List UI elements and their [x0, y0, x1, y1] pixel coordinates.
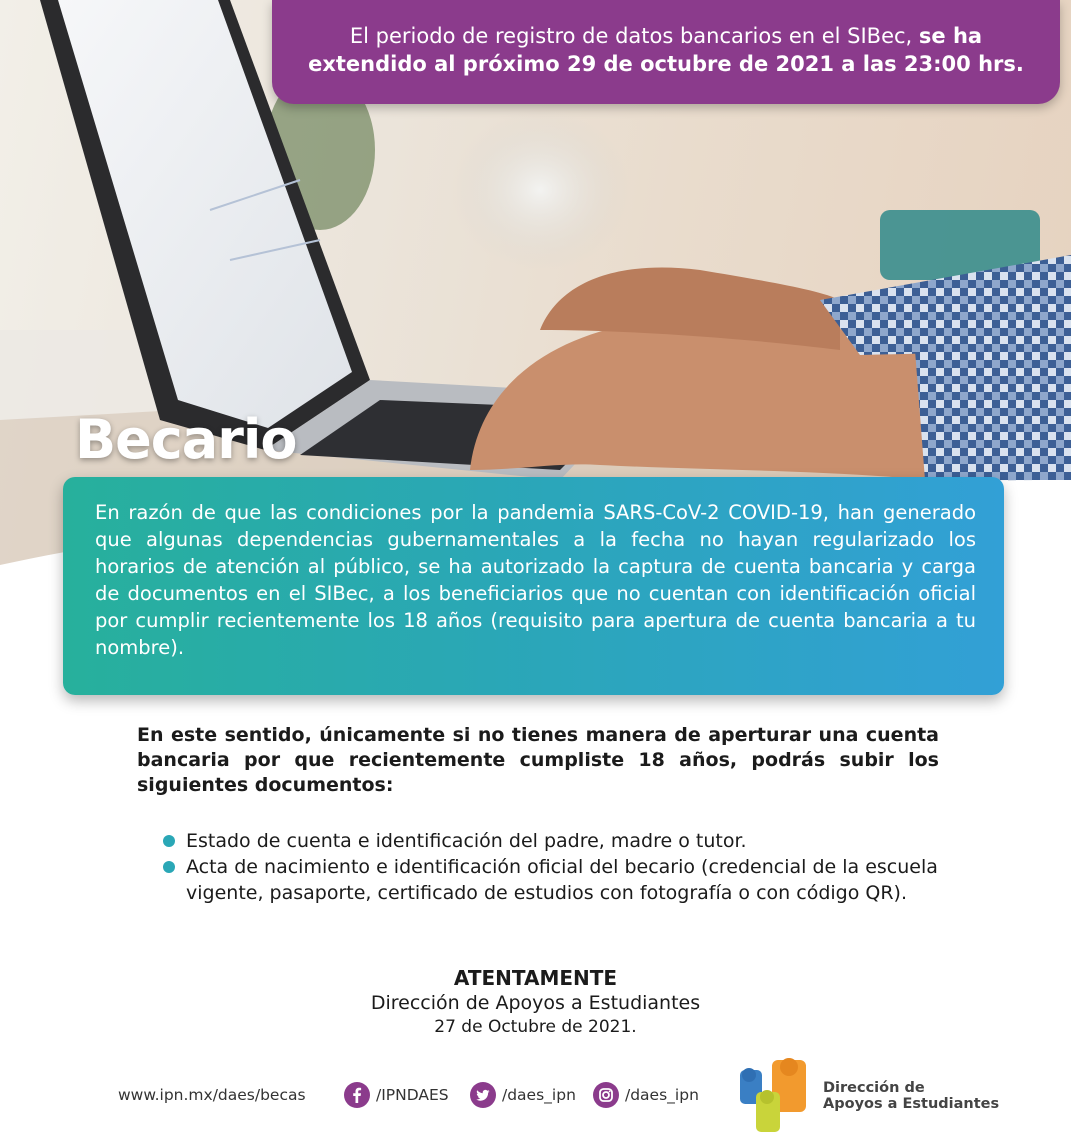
office-name: Dirección de Apoyos a Estudiantes [370, 992, 701, 1014]
facebook-link[interactable] [344, 1082, 449, 1108]
document-item-text: Acta de nacimiento e identificación oficial del becario (credencial de la escuela vigente, pasaporte, certificado de estudios con fotografía o con código QR). [186, 856, 938, 904]
twitter-icon [470, 1082, 496, 1108]
signature-block [0, 965, 1071, 1039]
info-card-text: En razón de que las condiciones por la pandemia SARS-CoV-2 COVID-19, han generado que algunas dependencias gubernamentales a la fecha no hayan regularizado los horarios de atención al público, se ha autorizado la captura de cuenta bancaria y carga de documentos en el SIBec, a los beneficiarios que no cuentan con identificación oficial por cumplir recientemente los 18 años (requisito para apertura de cuenta bancaria a tu nombre). [95, 501, 976, 659]
bullet-icon [163, 835, 175, 847]
facebook-icon [344, 1082, 370, 1108]
bullet-icon [163, 861, 175, 873]
daes-logo [738, 1058, 810, 1134]
instagram-handle: /daes_ipn [625, 1086, 699, 1104]
logo-text [823, 1080, 999, 1112]
page-title: Becario [75, 408, 297, 471]
twitter-link[interactable] [470, 1082, 576, 1108]
closing: ATENTAMENTE [453, 966, 618, 990]
twitter-handle: /daes_ipn [502, 1086, 576, 1104]
announcement-banner [272, 0, 1060, 104]
facebook-handle: /IPNDAES [376, 1086, 449, 1104]
lead-paragraph: En este sentido, únicamente si no tienes manera de aperturar una cuenta bancaria por que recientemente cumpliste 18 años, podrás subir los siguientes documentos: [137, 724, 939, 796]
website-link[interactable]: www.ipn.mx/daes/becas [118, 1086, 306, 1104]
banner-text-bold: se ha [918, 24, 983, 48]
info-card [63, 477, 1004, 695]
banner-text-bold-line2: extendido al próximo 29 de octubre de 2021 a las 23:00 hrs. [308, 52, 1024, 76]
instagram-icon [593, 1082, 619, 1108]
documents-list [163, 828, 938, 906]
logo-line-1: Dirección de [823, 1080, 925, 1096]
document-item-text: Estado de cuenta e identificación del padre, madre o tutor. [186, 830, 747, 852]
list-item [163, 854, 938, 906]
instagram-link[interactable] [593, 1082, 699, 1108]
list-item [163, 828, 938, 854]
banner-text: El periodo de registro de datos bancarios en el SIBec, [349, 24, 919, 48]
signature-date: 27 de Octubre de 2021. [434, 1017, 637, 1037]
logo-line-2: Apoyos a Estudiantes [823, 1096, 1000, 1112]
